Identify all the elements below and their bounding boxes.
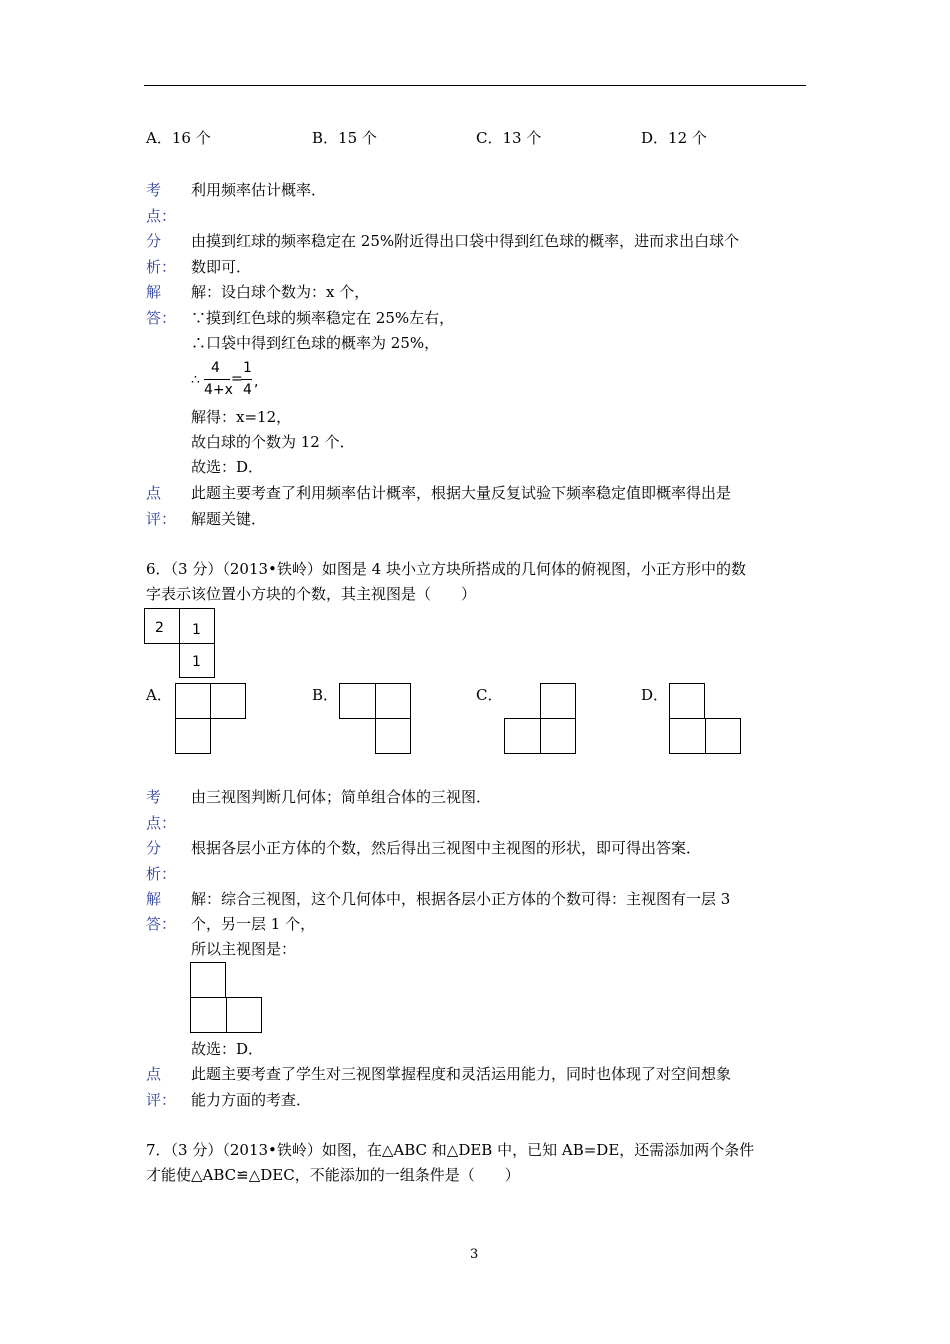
page-number: 3 xyxy=(470,1247,479,1262)
eq-left-denominator: 4+x xyxy=(204,382,233,398)
square xyxy=(175,683,211,719)
q6-fenxi-label-2: 析： xyxy=(146,865,177,883)
eq-right-numerator: 1 xyxy=(243,360,252,376)
top-view-cell xyxy=(179,608,215,644)
q6-fenxi-label-1: 分 xyxy=(146,839,162,857)
top-view-cell xyxy=(144,608,180,644)
jieda-line-5: 故白球的个数为 12 个． xyxy=(191,433,355,451)
q6-option-d-label: D． xyxy=(641,686,669,704)
square xyxy=(210,683,246,719)
eq-right-denominator: 4 xyxy=(243,382,252,398)
q6-stem-line-2: 字表示该位置小方块的个数，其主视图是（ ） xyxy=(146,585,477,603)
cell-number: 1 xyxy=(192,654,201,670)
kaodian-label-1: 考 xyxy=(146,181,162,199)
cell-number: 2 xyxy=(155,620,164,636)
fraction-bar-left xyxy=(204,379,230,380)
q6-option-c-label: C． xyxy=(476,686,503,704)
jieda-line-3: ∴口袋中得到红色球的概率为 25%， xyxy=(191,334,440,352)
fenxi-label-2: 析： xyxy=(146,258,177,276)
square xyxy=(705,718,741,754)
cell-number: 1 xyxy=(192,622,201,638)
q6-jieda-line-1: 解：综合三视图，这个几何体中，根据各层小正方体的个数可得：主视图有一层 3 xyxy=(191,890,731,908)
kaodian-text: 利用频率估计概率． xyxy=(191,181,327,199)
jieda-label-1: 解 xyxy=(146,283,162,301)
square xyxy=(226,997,262,1033)
q6-kaodian-label-1: 考 xyxy=(146,788,162,806)
square xyxy=(339,683,376,719)
q6-jieda-line-2: 个，另一层 1 个， xyxy=(191,915,316,933)
square xyxy=(669,718,706,754)
q6-stem-line-1: 6．（3 分）（2013•铁岭）如图是 4 块小立方块所搭成的几何体的俯视图，小正方形中的数 xyxy=(146,560,746,578)
equation xyxy=(191,358,281,402)
q6-jieda-label-2: 答： xyxy=(146,915,177,933)
q6-dianping-line-1: 此题主要考查了学生对三视图掌握程度和灵活运用能力，同时也体现了对空间想象 xyxy=(191,1065,732,1083)
square xyxy=(190,962,226,998)
eq-prefix: ∴ xyxy=(191,372,200,388)
q6-jieda-label-1: 解 xyxy=(146,890,162,908)
q6-jieda-line-3: 所以主视图是： xyxy=(191,940,297,958)
header-rule xyxy=(144,85,806,86)
fraction-bar-right xyxy=(241,379,252,380)
eq-suffix: , xyxy=(254,374,259,390)
jieda-line-1: 解：设白球个数为：x 个， xyxy=(191,283,370,301)
top-view-cell xyxy=(179,643,215,678)
option-c: C．13 个 xyxy=(476,129,542,147)
square xyxy=(540,718,576,754)
option-a: A．16 个 xyxy=(146,129,211,147)
fenxi-line-2: 数即可． xyxy=(191,258,252,276)
option-d: D．12 个 xyxy=(641,129,707,147)
jieda-line-2: ∵摸到红色球的频率稳定在 25%左右， xyxy=(191,309,455,327)
jieda-line-6: 故选：D． xyxy=(191,458,264,476)
square xyxy=(375,683,411,719)
kaodian-label-2: 点： xyxy=(146,207,177,225)
square xyxy=(669,683,705,719)
dianping-label-1: 点 xyxy=(146,484,162,502)
square xyxy=(175,718,211,754)
q6-kaodian-label-2: 点： xyxy=(146,814,177,832)
fenxi-line-1: 由摸到红球的频率稳定在 25%附近得出口袋中得到红色球的概率，进而求出白球个 xyxy=(191,232,740,250)
square xyxy=(190,997,227,1033)
q6-option-a-label: A． xyxy=(146,686,172,704)
q6-fenxi-text: 根据各层小正方体的个数，然后得出三视图中主视图的形状，即可得出答案． xyxy=(191,839,702,857)
q6-jieda-answer: 故选：D． xyxy=(191,1040,264,1058)
q6-dianping-label-1: 点 xyxy=(146,1065,162,1083)
q7-stem-line-2: 才能使△ABC≌△DEC，不能添加的一组条件是（ ） xyxy=(146,1166,520,1184)
q6-dianping-label-2: 评： xyxy=(146,1091,177,1109)
dianping-line-1: 此题主要考查了利用频率估计概率，根据大量反复试验下频率稳定值即概率得出是 xyxy=(191,484,732,502)
square xyxy=(540,683,576,719)
eq-equals: = xyxy=(231,371,243,387)
q6-kaodian-text: 由三视图判断几何体；简单组合体的三视图． xyxy=(191,788,492,806)
option-b: B．15 个 xyxy=(312,129,377,147)
square xyxy=(375,718,411,754)
dianping-line-2: 解题关键． xyxy=(191,510,267,528)
jieda-line-4: 解得：x=12， xyxy=(191,408,292,426)
eq-left-numerator: 4 xyxy=(211,360,220,376)
q6-option-b-label: B． xyxy=(312,686,339,704)
q6-dianping-line-2: 能力方面的考查． xyxy=(191,1091,312,1109)
jieda-label-2: 答： xyxy=(146,309,177,327)
fenxi-label-1: 分 xyxy=(146,232,162,250)
dianping-label-2: 评： xyxy=(146,510,177,528)
square xyxy=(504,718,541,754)
q7-stem-line-1: 7．（3 分）（2013•铁岭）如图，在△ABC 和△DEB 中，已知 AB=DE，还需添加两个条件 xyxy=(146,1141,755,1159)
